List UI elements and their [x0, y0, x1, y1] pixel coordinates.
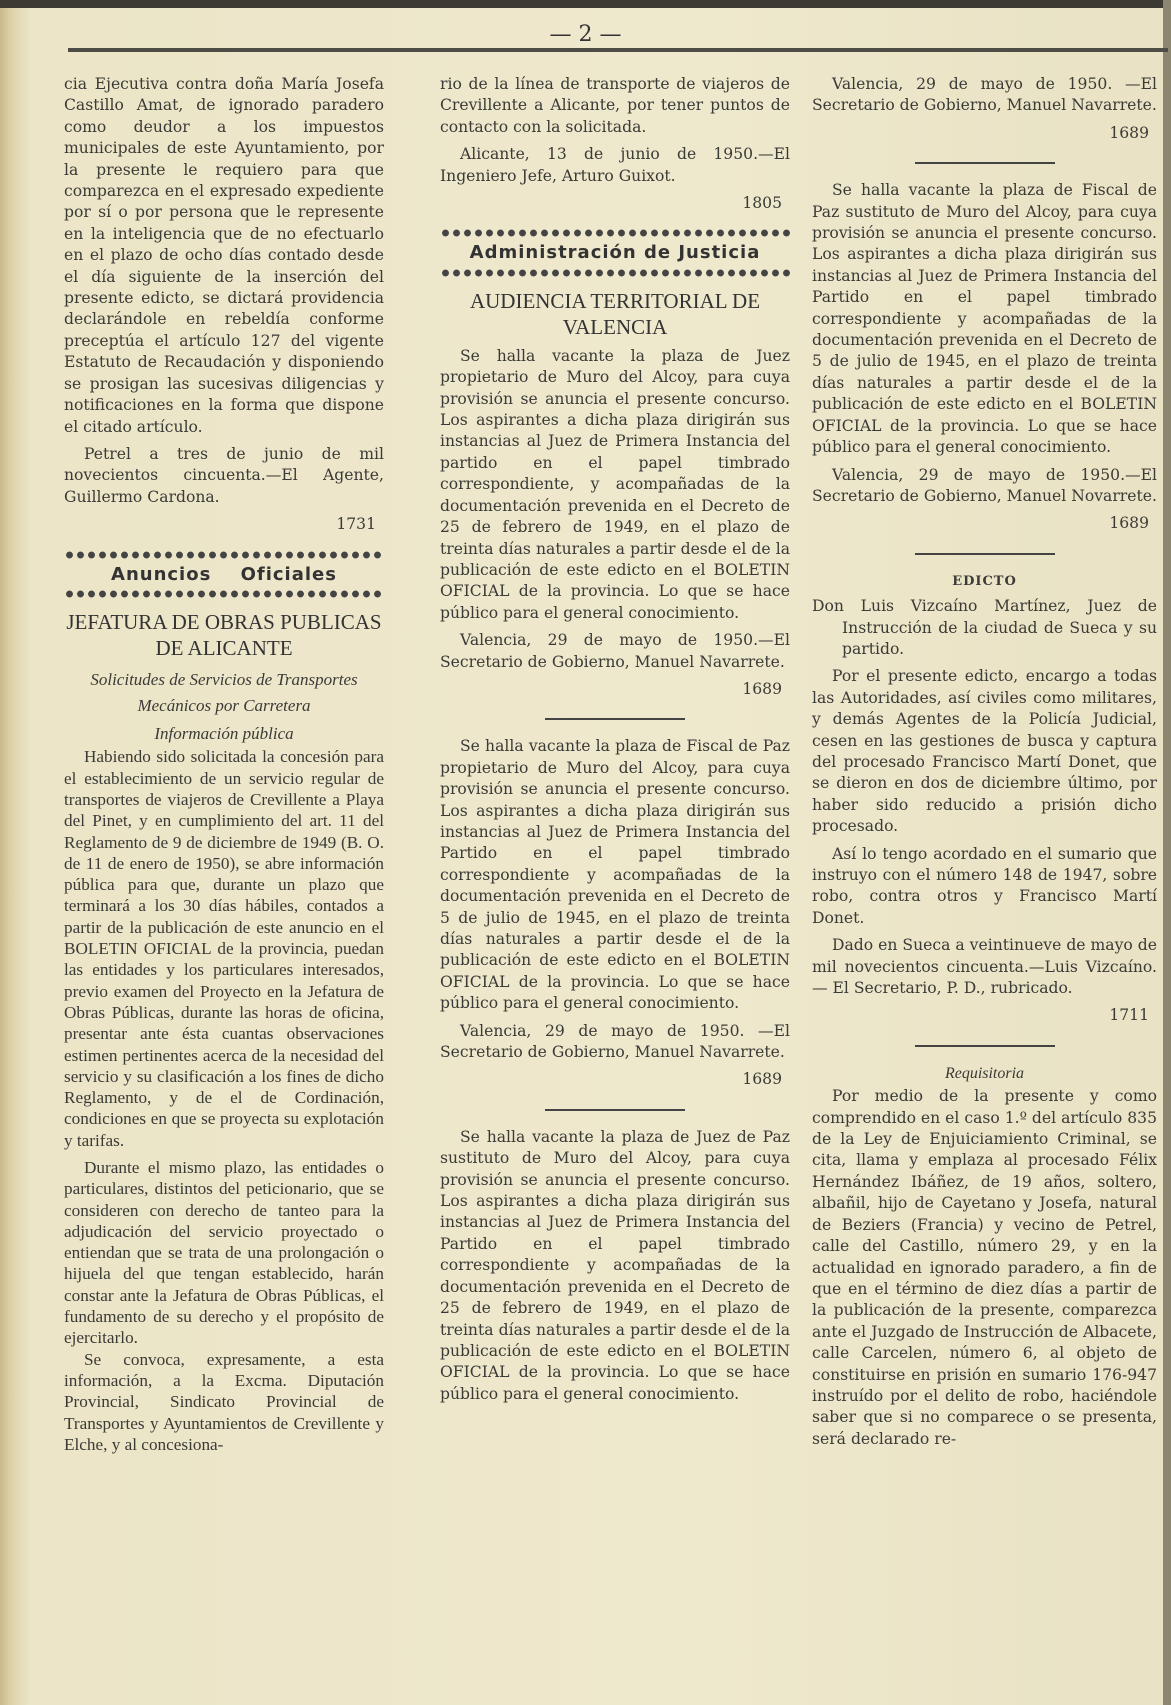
notice-heading: JEFATURA DE OBRAS PUBLICAS DE ALICANTE: [66, 609, 382, 660]
notice: Se halla vacante la plaza de Juez de Paz sustituto de Muro del Alcoy, para cuya provisión se anuncia el presente concurso. Los aspirantes a dicha plaza dirigirán sus instancias al Juez de Primera Instancia del Partido en el papel timbrado correspondiente y acompañadas de la documentación prevenida en el Decreto de 25 de febrero de 1949, en el plazo de treinta días naturales a partir desde el de la publicación de este edicto en el BOLETIN OFICIAL de la provincia. Lo que se hace público para el general conocimiento.: [440, 1127, 790, 1403]
binding-edge: [1163, 0, 1171, 1705]
notice: Se halla vacante la plaza de Fiscal de Paz sustituto de Muro del Alcoy, para cuya provisión se anuncia el presente concurso. Los aspirantes a dicha plaza dirigirán sus instancias al Juez de Primera Instancia del Partido en el papel timbrado correspondiente y acompañadas de la documentación prevenida en el Decreto de 5 de julio de 1945, en el plazo de treinta días naturales a partir desde el de la publicación de este edicto en el BOLETIN OFICIAL de la provincia. Lo que se hace público para el general conocimiento.: [812, 181, 1157, 457]
separator: [915, 553, 1055, 555]
section-title: Administración de Justicia: [469, 242, 761, 264]
continued-text: rio de la línea de transporte de viajeros de Crevillente a Alicante, por tener puntos de contacto con la solicitada.: [440, 75, 790, 136]
notice-heading: AUDIENCIA TERRITORIAL DE VALENCIA: [469, 288, 761, 339]
reference-number: 1689: [742, 1070, 782, 1089]
signature: Valencia, 29 de mayo de 1950. —El Secretario de Gobierno, Manuel Navarrete.: [440, 1021, 790, 1062]
paragraph: Habiendo sido solicitada la concesión para el establecimiento de un servicio regular de transportes de viajeros de Crevillente a Playa del Pinet, y en cumplimiento del art. 11 del Reglamento de 9 de diciembre de 1949 (B. O. de 11 de enero de 1950), se abre información pública para que, durante un plazo que terminará a los 30 días hábiles, contados a partir de la publicación de este anuncio en el BOLETIN OFICIAL de la provincia, puedan las entidades y los particulares interesados, previo examen del Proyecto en la Jefatura de Obras Públicas, durante las horas de oficina, presentar ante ésta cuantas observaciones estimen pertinentes acerca de la necesidad del servicio y su clasificación a los fines de dicho Reglamento, y de el de Cordinación, condiciones en que se proyecta su explotación y tarifas.: [64, 747, 384, 1150]
reference-number: 1689: [1109, 514, 1149, 533]
paragraph: Durante el mismo plazo, las entidades o particulares, distintos del peticionario, que se consideren con derecho de tanteo para la adjudicación del servicio proyectado o entiendan que se trata de una prolongación o hijuela del que tengan establecido, harán constar ante la Jefatura de Obras Públicas, el fundamento de su derecho y el propósito de ejercitarlo.: [64, 1157, 384, 1348]
column-3: [812, 74, 1157, 1450]
notice: Se halla vacante la plaza de Fiscal de Paz propietario de Muro del Alcoy, para cuya provisión se anuncia el presente concurso. Los aspirantes a dicha plaza dirigirán sus instancias al Juez de Primera Instancia del Partido en el papel timbrado correspondiente y acompañadas de la documentación prevenida en el Decreto de 5 de julio de 1945, en el plazo de treinta días naturales a partir desde el de la publicación de este edicto en el BOLETIN OFICIAL de la provincia. Lo que se hace público para el general conocimiento.: [440, 737, 790, 1013]
dotted-rule: [64, 550, 384, 560]
section-title: Anuncios Oficiales: [111, 563, 337, 585]
notice-subheading-2: Información pública: [154, 723, 294, 743]
signature: Valencia, 29 de mayo de 1950. —El Secretario de Gobierno, Manuel Navarrete.: [812, 75, 1157, 115]
signature: Alicante, 13 de junio de 1950.—El Ingeniero Jefe, Arturo Guixot.: [440, 145, 790, 185]
reference-number: 1689: [1109, 123, 1149, 142]
separator: [545, 1109, 685, 1111]
paragraph: Dado en Sueca a veintinueve de mayo de mil novecientos cincuenta.—Luis Vizcaíno. — El Secretario, P. D., rubricado.: [812, 936, 1157, 998]
paragraph: Por medio de la presente y como comprendido en el caso 1.º del artículo 835 de la Ley de Enjuiciamiento Criminal, se cita, llama y emplaza al procesado Félix Hernández Ibáñez, de 19 años, soltero, albañil, hijo de Cayetano y Josefa, natural de Beziers (Francia) y vecino de Petrel, calle del Castillo, número 29, y en la actualidad en ignorado paradero, a fin de que en el término de diez días a partir de la publicación de la presente, comparezca ante el Juzgado de Instrucción de Albacete, calle Carcelen, número 6, al objeto de constituirse en prisión en sumario 176-947 instruído por el delito de robo, haciéndole saber que si no comparece o se presenta, será declarado re-: [812, 1087, 1157, 1448]
column-2: [440, 74, 790, 1405]
dotted-rule: [64, 589, 384, 599]
reference-number: 1689: [742, 679, 782, 698]
header-rule: [68, 48, 1168, 52]
reference-number: 1805: [742, 194, 782, 213]
requisitoria-title: Requisitoria: [944, 1064, 1025, 1082]
page-number: — 2 —: [549, 22, 622, 47]
paragraph: Se convoca, expresamente, a esta información, a la Excma. Diputación Provincial, Sindicato Provincial de Transportes y Ayuntamientos de Crevillente y Elche, y al concesiona-: [64, 1349, 384, 1454]
paragraph: Así lo tengo acordado en el sumario que instruyo con el número 148 de 1947, sobre robo, contra otros y Francisco Martí Donet.: [812, 844, 1157, 927]
notice: Se halla vacante la plaza de Juez propietario de Muro del Alcoy, para cuya provisión se anuncia el presente concurso. Los aspirantes a dicha plaza dirigirán sus instancias al Juez de Primera Instancia del partido en el papel timbrado correspondiente, y acompañadas de la documentación prevenida en el Decreto de 25 de febrero de 1949, en el plazo de treinta días naturales a partir desde el de la publicación de este edicto en el BOLETIN OFICIAL de la provincia. Lo que se hace público para el general conocimiento.: [440, 346, 790, 622]
dotted-rule: [440, 268, 790, 278]
edicto-intro: Don Luis Vizcaíno Martínez, Juez de Instrucción de la ciudad de Sueca y su partido.: [812, 597, 1157, 658]
reference-number: 1731: [336, 515, 376, 534]
column-1: [64, 74, 384, 1455]
notice-subheading: Solicitudes de Servicios de Transportes Mecánicos por Carretera: [90, 669, 358, 715]
signature: Petrel a tres de junio de mil novecientos cincuenta.—El Agente, Guillermo Cardona.: [64, 444, 384, 506]
reference-number: 1711: [1109, 1006, 1149, 1025]
paragraph: Por el presente edicto, encargo a todas las Autoridades, así civiles como militares, y demás Agentes de la Policía Judicial, cesen en las gestiones de busca y captura del procesado Francisco Martí Donet, que se dieron en dos de diciembre último, por haber sido reducido a prisión dicho procesado.: [812, 667, 1157, 836]
top-border: [0, 0, 1171, 8]
edicto-title: EDICTO: [952, 573, 1017, 589]
separator: [915, 1045, 1055, 1047]
separator: [915, 162, 1055, 164]
dotted-rule: [440, 228, 790, 238]
continued-text: cia Ejecutiva contra doña María Josefa Castillo Amat, de ignorado paradero como deudor a los impuestos municipales de este Ayuntamiento, por la presente le requiero para que comparezca en el expresado expediente por sí o por persona que le represente en la inteligencia que de no efectuarlo en el plazo de ocho días contado desde el día siguiente de la inserción del presente edicto, se dictará providencia declarándole en rebeldía conforme preceptúa el artículo 127 del vigente Estatuto de Recaudación y disponiendo se prosigan las sucesivas diligencias y notificaciones en la forma que dispone el citado artículo.: [64, 75, 384, 436]
separator: [545, 718, 685, 720]
signature: Valencia, 29 de mayo de 1950.—El Secretario de Gobierno, Manuel Novarrete.: [812, 465, 1157, 505]
signature: Valencia, 29 de mayo de 1950.—El Secretario de Gobierno, Manuel Navarrete.: [440, 631, 790, 671]
